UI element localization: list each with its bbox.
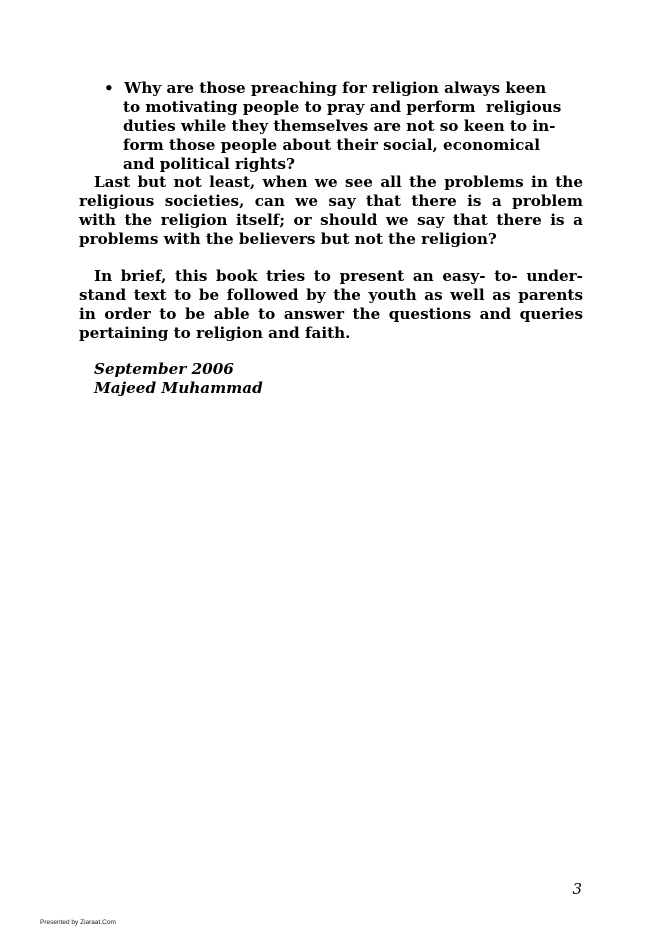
bullet-line-1 — [104, 79, 584, 98]
paragraph-line: religious societies, can we say that there is a problem — [79, 192, 583, 210]
bullet-text-line: Why are those preaching for religion always keen — [119, 79, 547, 97]
footer-credit: Presented by Ziaraat.Com — [40, 919, 116, 926]
paragraph-line: in order to be able to answer the questions and queries — [79, 305, 583, 323]
paragraph-line: with the religion itself; or should we say that there is a — [79, 211, 583, 229]
signature-author: Majeed Muhammad — [94, 379, 263, 397]
paragraph-line: problems with the believers but not the religion? — [79, 230, 497, 248]
bullet-marker: • — [104, 79, 114, 97]
paragraph-line: pertaining to religion and faith. — [79, 324, 351, 342]
paragraph-in-brief — [79, 267, 583, 343]
bullet-text-line: to motivating people to pray and perform religious — [123, 98, 562, 116]
signature-date: September 2006 — [94, 360, 234, 378]
page-number: 3 — [572, 880, 582, 898]
paragraph-last-but-not-least — [79, 173, 583, 249]
bullet-text-line: duties while they themselves are not so keen to in- — [123, 117, 556, 135]
signature-block — [94, 360, 263, 398]
bullet-text-line: form those people about their social, economical — [123, 136, 540, 154]
paragraph-line: Last but not least, when we see all the problems in the — [94, 173, 583, 191]
bullet-list-item — [104, 79, 584, 174]
paragraph-line: In brief, this book tries to present an easy- to- under- — [94, 267, 583, 285]
paragraph-line: stand text to be followed by the youth as well as parents — [79, 286, 583, 304]
bullet-text-line: and political rights? — [123, 155, 295, 173]
